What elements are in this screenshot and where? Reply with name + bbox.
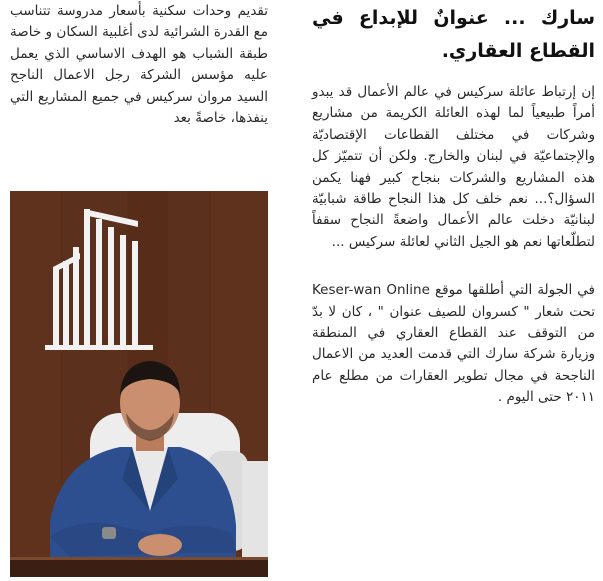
desk: [10, 559, 268, 577]
left-column: [10, 0, 268, 129]
article-headline: سارك ... عنوانٌ للإبداع في القطاع العقاري.: [312, 7, 595, 62]
article-paragraph-tour: في الجولة التي أطلقها موقع Keser-wan Online تحت شعار " كسروان للصيف عنوان " ، كان لا بدّ من التوقف عند القطاع العقاري في المنطقة وزيارة شركة سارك التي قدمت العديد من الاعمال الناجحة في مجال تطوير العقارات من مطلع عام ٢٠١١ حتى اليوم .: [312, 282, 595, 406]
portrait-photo: [10, 191, 268, 577]
article-paragraph-intro: إن إرتباط عائلة سركيس في عالم الأعمال قد يبدو أمراً طبيعياً لما لهذه العائلة الكريمة من مشاريع وشركات في مختلف القطاعات الإقتصاديّة والإجتماعيّة في لبنان والخارج. ولكن أن تتميّز كل هذه المشاريع والشركات بنجاح كبير فهنا يكمن السؤال؟... نعم خلف كل هذا النجاح طاقة شبابيّة لبنانيّة دخلت عالم الأعمال واضعةً النجاح سقفاً لتطلّعاتها نعم هو الجيل الثاني لعائلة سركيس ...: [312, 84, 595, 250]
right-column: [312, 0, 595, 409]
article-paragraph-continued: تقديم وحدات سكنية بأسعار مدروسة تتناسب مع القدرة الشرائية لدى أغلبية السكان و خاصة طبقة الشباب هو الهدف الاساسي الذي يعمل عليه مؤسس الشركة رجل الاعمال الناجح السيد مروان سركيس في جميع المشاريع التي ينفذها، خاصةً بعد: [10, 3, 268, 127]
portrait-illustration: [10, 191, 268, 577]
